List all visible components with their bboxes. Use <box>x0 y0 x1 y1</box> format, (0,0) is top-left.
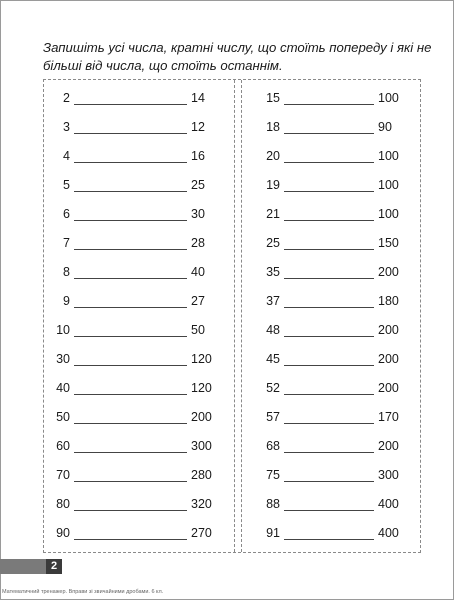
answer-blank-line[interactable] <box>284 104 374 105</box>
exercise-row <box>44 146 234 175</box>
answer-blank-line[interactable] <box>74 162 187 163</box>
exercise-row <box>44 407 234 436</box>
exercise-row <box>242 378 432 407</box>
divisor-number: 7 <box>63 236 70 250</box>
divisor-number: 57 <box>266 410 280 424</box>
answer-blank-line[interactable] <box>284 423 374 424</box>
exercise-row <box>242 175 432 204</box>
answer-blank-line[interactable] <box>74 307 187 308</box>
answer-blank-line[interactable] <box>284 278 374 279</box>
divisor-number: 68 <box>266 439 280 453</box>
limit-number: 100 <box>378 178 399 192</box>
divisor-number: 21 <box>266 207 280 221</box>
answer-blank-line[interactable] <box>74 423 187 424</box>
answer-blank-line[interactable] <box>284 481 374 482</box>
answer-blank-line[interactable] <box>284 539 374 540</box>
limit-number: 320 <box>191 497 212 511</box>
divisor-number: 60 <box>56 439 70 453</box>
limit-number: 27 <box>191 294 205 308</box>
limit-number: 200 <box>378 352 399 366</box>
divisor-number: 30 <box>56 352 70 366</box>
exercise-row <box>242 291 432 320</box>
limit-number: 25 <box>191 178 205 192</box>
divisor-number: 91 <box>266 526 280 540</box>
left-column <box>44 88 234 552</box>
limit-number: 100 <box>378 207 399 221</box>
limit-number: 400 <box>378 526 399 540</box>
exercise-row <box>242 436 432 465</box>
divisor-number: 9 <box>63 294 70 308</box>
answer-blank-line[interactable] <box>74 278 187 279</box>
divisor-number: 50 <box>56 410 70 424</box>
answer-blank-line[interactable] <box>74 249 187 250</box>
exercise-row <box>44 320 234 349</box>
exercise-row <box>242 494 432 523</box>
answer-blank-line[interactable] <box>74 510 187 511</box>
divisor-number: 40 <box>56 381 70 395</box>
divisor-number: 8 <box>63 265 70 279</box>
answer-blank-line[interactable] <box>284 191 374 192</box>
answer-blank-line[interactable] <box>74 394 187 395</box>
exercise-row <box>242 117 432 146</box>
limit-number: 28 <box>191 236 205 250</box>
answer-blank-line[interactable] <box>74 336 187 337</box>
exercise-row <box>44 378 234 407</box>
limit-number: 16 <box>191 149 205 163</box>
exercise-row <box>44 262 234 291</box>
divisor-number: 2 <box>63 91 70 105</box>
exercise-row <box>44 436 234 465</box>
answer-blank-line[interactable] <box>284 452 374 453</box>
exercise-row <box>44 349 234 378</box>
limit-number: 90 <box>378 120 392 134</box>
divisor-number: 45 <box>266 352 280 366</box>
exercise-row <box>242 204 432 233</box>
exercise-row <box>242 262 432 291</box>
limit-number: 200 <box>378 381 399 395</box>
exercise-row <box>242 88 432 117</box>
limit-number: 400 <box>378 497 399 511</box>
exercise-row <box>242 523 432 552</box>
divisor-number: 52 <box>266 381 280 395</box>
divisor-number: 35 <box>266 265 280 279</box>
right-column <box>242 88 432 552</box>
exercise-row <box>44 494 234 523</box>
limit-number: 180 <box>378 294 399 308</box>
limit-number: 50 <box>191 323 205 337</box>
limit-number: 12 <box>191 120 205 134</box>
divisor-number: 70 <box>56 468 70 482</box>
exercise-row <box>44 291 234 320</box>
exercise-row <box>44 233 234 262</box>
answer-blank-line[interactable] <box>74 104 187 105</box>
limit-number: 14 <box>191 91 205 105</box>
divisor-number: 25 <box>266 236 280 250</box>
limit-number: 40 <box>191 265 205 279</box>
answer-blank-line[interactable] <box>284 220 374 221</box>
limit-number: 100 <box>378 149 399 163</box>
exercise-table <box>43 79 421 553</box>
limit-number: 120 <box>191 352 212 366</box>
divisor-number: 4 <box>63 149 70 163</box>
limit-number: 170 <box>378 410 399 424</box>
exercise-row <box>242 349 432 378</box>
divisor-number: 37 <box>266 294 280 308</box>
limit-number: 120 <box>191 381 212 395</box>
answer-blank-line[interactable] <box>74 133 187 134</box>
divisor-number: 3 <box>63 120 70 134</box>
exercise-row <box>242 407 432 436</box>
divisor-number: 6 <box>63 207 70 221</box>
answer-blank-line[interactable] <box>284 249 374 250</box>
answer-blank-line[interactable] <box>284 394 374 395</box>
divisor-number: 15 <box>266 91 280 105</box>
limit-number: 270 <box>191 526 212 540</box>
answer-blank-line[interactable] <box>284 336 374 337</box>
limit-number: 280 <box>191 468 212 482</box>
answer-blank-line[interactable] <box>74 220 187 221</box>
exercise-row <box>44 204 234 233</box>
answer-blank-line[interactable] <box>74 539 187 540</box>
exercise-row <box>242 320 432 349</box>
limit-number: 30 <box>191 207 205 221</box>
divisor-number: 5 <box>63 178 70 192</box>
answer-blank-line[interactable] <box>284 162 374 163</box>
limit-number: 300 <box>191 439 212 453</box>
divisor-number: 19 <box>266 178 280 192</box>
column-divider <box>234 80 242 552</box>
answer-blank-line[interactable] <box>284 133 374 134</box>
limit-number: 200 <box>378 439 399 453</box>
page-number: 2 <box>46 559 62 574</box>
divisor-number: 88 <box>266 497 280 511</box>
divisor-number: 75 <box>266 468 280 482</box>
divisor-number: 48 <box>266 323 280 337</box>
exercise-row <box>242 146 432 175</box>
answer-blank-line[interactable] <box>284 307 374 308</box>
limit-number: 200 <box>378 265 399 279</box>
exercise-row <box>44 465 234 494</box>
divisor-number: 90 <box>56 526 70 540</box>
task-instruction: Запишіть усі числа, кратні числу, що стоїть попереду і які не більші від числа, що стоїть останнім. <box>43 40 432 73</box>
limit-number: 150 <box>378 236 399 250</box>
answer-blank-line[interactable] <box>74 452 187 453</box>
exercise-row <box>44 175 234 204</box>
exercise-row <box>44 523 234 552</box>
divisor-number: 10 <box>56 323 70 337</box>
limit-number: 100 <box>378 91 399 105</box>
exercise-row <box>44 88 234 117</box>
exercise-row <box>242 465 432 494</box>
divisor-number: 20 <box>266 149 280 163</box>
limit-number: 300 <box>378 468 399 482</box>
exercise-row <box>44 117 234 146</box>
divisor-number: 80 <box>56 497 70 511</box>
answer-blank-line[interactable] <box>74 191 187 192</box>
footer-caption: Математичний тренажер. Вправи зі звичайними дробами. 6 кл. <box>2 589 164 595</box>
answer-blank-line[interactable] <box>74 481 187 482</box>
limit-number: 200 <box>378 323 399 337</box>
divisor-number: 18 <box>266 120 280 134</box>
exercise-row <box>242 233 432 262</box>
answer-blank-line[interactable] <box>284 365 374 366</box>
limit-number: 200 <box>191 410 212 424</box>
answer-blank-line[interactable] <box>74 365 187 366</box>
answer-blank-line[interactable] <box>284 510 374 511</box>
